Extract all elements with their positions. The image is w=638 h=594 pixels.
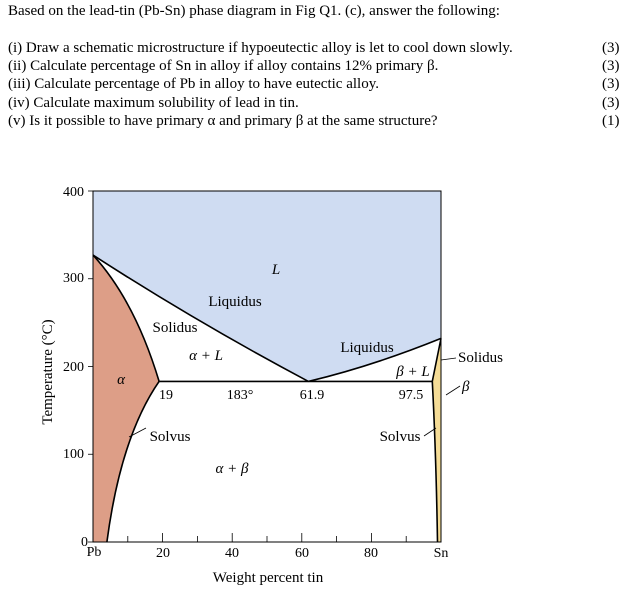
label-solidus-left: Solidus: [152, 320, 198, 336]
region-label-beta: β: [462, 379, 470, 395]
label-beta-limit: 97.5: [398, 388, 424, 403]
y-tick-0: 0: [81, 535, 88, 550]
marks-4: (3): [602, 95, 620, 111]
y-axis-title: Temperature (°C): [40, 319, 56, 425]
marks-5: (1): [602, 113, 620, 129]
x-tick-80: 80: [364, 546, 378, 561]
solidus-right-leader: [441, 358, 456, 360]
region-label-liquid: L: [271, 262, 281, 278]
question-5: (v) Is it possible to have primary α and primary β at the same structure?: [8, 113, 438, 129]
x-label-sn: Sn: [433, 546, 449, 561]
y-tick-300: 300: [63, 271, 84, 286]
label-eutectic-temperature: 183°: [226, 388, 254, 403]
region-label-alpha: α: [117, 372, 125, 388]
label-solidus-right: Solidus: [458, 350, 504, 366]
label-liquidus-right: Liquidus: [340, 340, 394, 356]
x-label-pb: Pb: [86, 545, 102, 560]
region-label-alpha-liquid: α + L: [189, 348, 223, 364]
region-label-alpha-beta: α + β: [215, 461, 249, 477]
marks-1: (3): [602, 40, 620, 56]
x-axis-title: Weight percent tin: [212, 570, 324, 586]
region-label-beta-liquid: β + L: [396, 364, 430, 380]
question-2: (ii) Calculate percentage of Sn in alloy if alloy contains 12% primary β.: [8, 58, 439, 74]
question-3: (iii) Calculate percentage of Pb in alloy to have eutectic alloy.: [8, 76, 379, 92]
label-eutectic-composition: 61.9: [299, 388, 325, 403]
y-tick-400: 400: [63, 185, 84, 200]
label-alpha-max-solubility: 19: [159, 388, 173, 403]
y-tick-100: 100: [63, 447, 84, 462]
label-solvus-right: Solvus: [379, 429, 421, 445]
y-tick-200: 200: [63, 360, 84, 375]
label-liquidus-left: Liquidus: [208, 294, 262, 310]
x-tick-20: 20: [156, 546, 170, 561]
x-tick-60: 60: [295, 546, 309, 561]
marks-2: (3): [602, 58, 620, 74]
x-tick-40: 40: [225, 546, 239, 561]
label-solvus-left: Solvus: [149, 429, 191, 445]
beta-leader: [446, 386, 460, 395]
question-1: (i) Draw a schematic microstructure if hypoeutectic alloy is let to cool down slowly.: [8, 40, 513, 56]
question-intro: Based on the lead-tin (Pb-Sn) phase diagram in Fig Q1. (c), answer the following:: [8, 3, 500, 19]
question-4: (iv) Calculate maximum solubility of lead in tin.: [8, 95, 299, 111]
marks-3: (3): [602, 76, 620, 92]
